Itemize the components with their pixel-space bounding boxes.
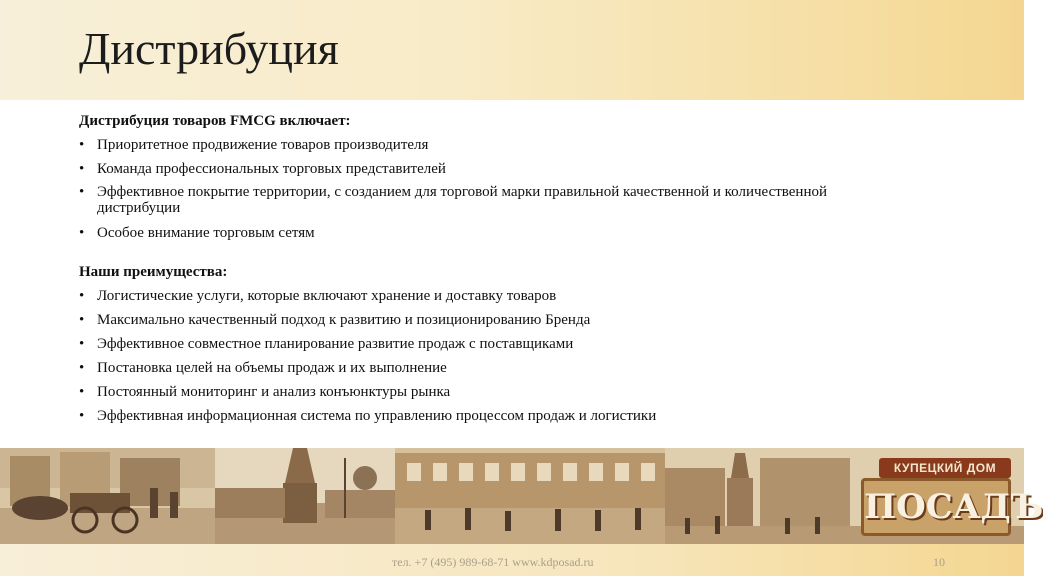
- logo-top-text: КУПЕЦКИЙ ДОМ: [879, 458, 1011, 478]
- slide-content: [79, 112, 879, 431]
- section1-heading: Дистрибуция товаров FMCG включает:: [79, 113, 351, 129]
- kremlin-photo: [215, 448, 395, 544]
- section1-list: [79, 136, 879, 243]
- section2-list: [79, 287, 879, 426]
- list-item: • Особое внимание торговым сетям: [79, 224, 879, 243]
- footer-contacts: тел. +7 (495) 989-68-71 www.kdposad.ru: [392, 555, 594, 569]
- page-number: 10: [933, 555, 945, 569]
- slide-title: Дистрибуция: [79, 23, 339, 74]
- logo-main-text: ПОСАДЪ: [861, 478, 1011, 536]
- list-item: • Приоритетное продвижение товаров производителя: [79, 136, 879, 155]
- list-item: • Эффективная информационная система по управлению процессом продаж и логистики: [79, 407, 879, 426]
- list-item: • Эффективное покрытие территории, с созданием для торговой марки правильной качественной и количественной дистрибуции: [79, 184, 879, 216]
- list-item: • Команда профессиональных торговых представителей: [79, 160, 879, 179]
- section2-heading: Наши преимущества:: [79, 264, 228, 280]
- arcade-photo: [395, 448, 665, 544]
- street-carts-photo: [0, 448, 215, 544]
- list-item: • Эффективное совместное планирование развитие продаж с поставщиками: [79, 335, 879, 354]
- list-item: • Постановка целей на объемы продаж и их выполнение: [79, 359, 879, 378]
- list-item: • Логистические услуги, которые включают хранение и доставку товаров: [79, 287, 879, 306]
- list-item: • Максимально качественный подход к развитию и позиционированию Бренда: [79, 311, 879, 330]
- list-item: • Постоянный мониторинг и анализ конъюнктуры рынка: [79, 383, 879, 402]
- kupetsky-dom-posad-logo: [859, 456, 1043, 540]
